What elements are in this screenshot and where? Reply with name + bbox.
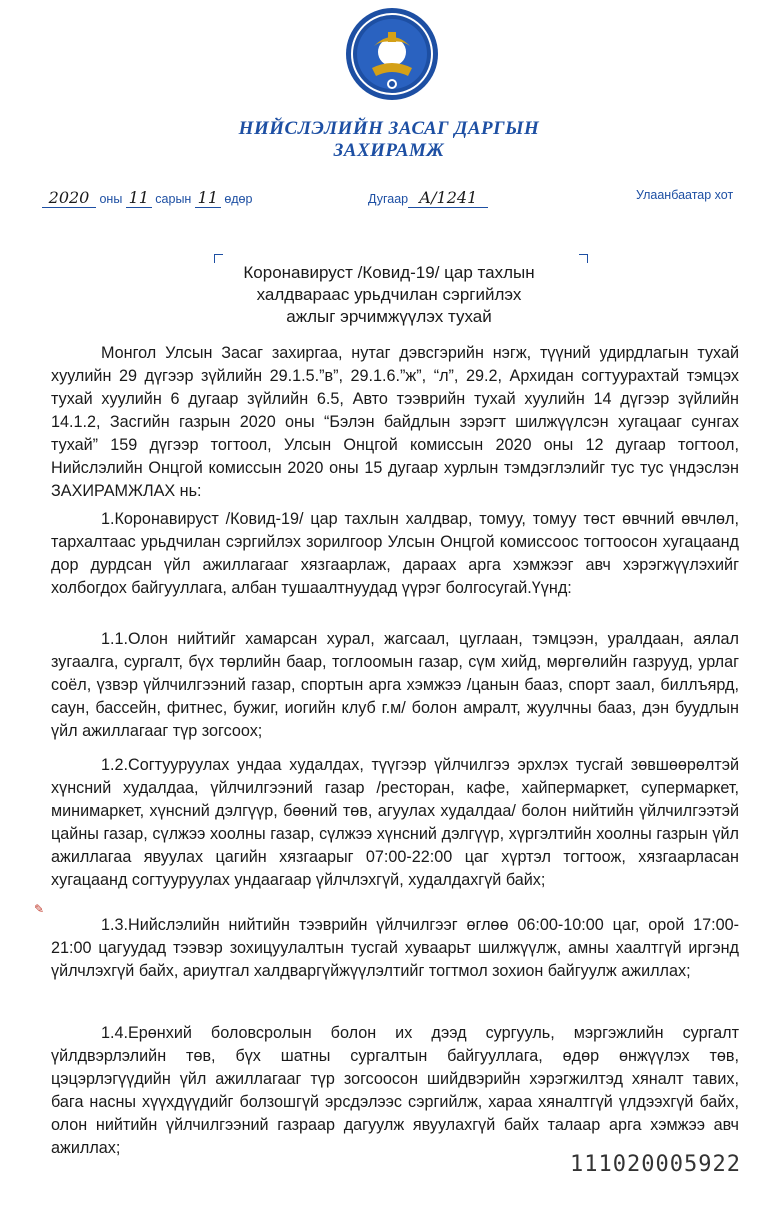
organization-name: НИЙСЛЭЛИЙН ЗАСАГ ДАРГЫН [238, 118, 540, 139]
date-month: 11 [126, 188, 152, 208]
subject-line: Коронавируст /Ковид-19/ цар тахлын [243, 263, 535, 282]
clause-1: 1.Коронавируст /Ковид-19/ цар тахлын халдвар, томуу, томуу төст өвчний өвчлөл, тархалтаас урьдчилан сэргийлэх зорилгоор Улсын Онцгой комиссоос тогтоосон хугацаанд дор дурдсан үйл ажиллагааг хязгаарлаж, дараах арга хэмжээг авч хэрэгжүүлэхийг холбогдох байгууллага, албан тушаалтнуудад үүрэг болгосугай.Үүнд: [51, 510, 739, 597]
year-label: оны [99, 192, 123, 206]
clause-1-1: 1.1.Олон нийтийг хамарсан хурал, жагсаал, цуглаан, тэмцээн, уралдаан, аялал зугаалга, сургалт, бүх төрлийн баар, тоглоомын газар, сүм хийд, мөргөлийн газрууд, урлаг соёл, үзвэр үйлчилгээний газар, спортын арга хэмжээ /цанын бааз, спорт заал, биллъярд, саун, бассейн, фитнес, бужиг, иогийн клуб г.м/ болон амралт, жуулчны бааз, дэн буудлын үйл ажиллагааг түр зогсоох; [51, 630, 739, 740]
number-line [368, 188, 488, 208]
date-day: 11 [195, 188, 221, 208]
clause-1-3: 1.3.Нийслэлийн нийтийн тээврийн үйлчилгээг өглөө 06:00-10:00 цаг, орой 17:00-21:00 цагуудад тээвэр зохицуулалтын тусгай хуваарьт шилжүүлж, амны хаалтгүй иргэнд үйлчлэхгүй байх, ариутгал халдваргүйжүүлэлтийг тогтмол зохион байгуулж ажиллах; [51, 916, 739, 980]
document-type-title: ЗАХИРАМЖ [333, 140, 445, 161]
month-label: сарын [155, 192, 192, 206]
subject-line: халдвараас урьдчилан сэргийлэх [256, 285, 522, 304]
date-line [42, 188, 252, 208]
city: Улаанбаатар хот [636, 188, 734, 202]
subject-line: ажлыг эрчимжүүлэх тухай [286, 307, 492, 326]
state-emblem-icon [344, 6, 440, 102]
day-label: өдөр [224, 192, 253, 206]
clause-1-4: 1.4.Ерөнхий боловсролын болон их дээд сургууль, мэргэжлийн сургалт үйлдвэрлэлийн төв, бүх шатны сургалтын байгууллага, өдөр өнжүүлэх төв, цэцэрлэгүүдийн үйл ажиллагааг түр зогсоосон шийдвэрийн хэрэгжилтэд хяналт тавих, бага насны хүүхдүүдийг болзошгүй эрсдэлээс сэргийлж, хараа хяналтгүй үлдээхгүй байх, олон нийтийн үйлчилгээний газраар дагуулж явуулахгүй байх талаар арга хэмжээ авч ажиллах; [51, 1024, 739, 1157]
number-label: Дугаар [368, 192, 409, 206]
date-year: 2020 [42, 188, 96, 208]
document-number: А/1241 [408, 188, 488, 208]
document-subject [0, 262, 778, 328]
margin-mark: ✎ [34, 902, 45, 916]
clause-1-2: 1.2.Согтууруулах ундаа худалдах, түүгээр үйлчилгээ эрхлэх тусгай зөвшөөрөлтэй хүнсний худалдаа, үйлчилгээний газар /ресторан, кафе, хайпермаркет, супермаркет, минимаркет, хүнсний дэлгүүр, бөөний төв, агуулах худалдаа/ болон нийтийн үйлчилгээтэй цайны газар, сүлжээ хоолны газар, сүлжээ хүнсний дэлгүүр, хүргэлтийн хоолны газрын үйл ажиллагаа явуулах цагийн хязгаарыг 07:00-22:00 цаг хүртэл тогтоож, хязгаарласан хугацаанд согтууруулах ундаагаар үйлчлэхгүй, худалдахгүй байх; [51, 756, 739, 889]
preamble-paragraph: Монгол Улсын Засаг захиргаа, нутаг дэвсгэрийн нэгж, түүний удирдлагын тухай хуулийн 29 дүгээр зүйлийн 29.1.5.”в”, 29.1.6.”ж”, “л”, 29.2, Архидан согтуурахтай тэмцэх тухай хуулийн 6 дугаар зүйлийн 6.5, Авто тээврийн тухай хуулийн 14 дүгээр зүйлийн 14.1.2, Засгийн газрын 2020 оны “Бэлэн байдлын зэрэгт шилжүүлсэн хугацааг сунгах тухай” 159 дүгээр тогтоол, Улсын Онцгой комиссын 2020 оны 12 дугаар тогтоол, Нийслэлийн Онцгой комиссын 2020 оны 15 дугаар хурлын тэмдэглэлийг тус тус үндэслэн ЗАХИРАМЖЛАХ нь: [51, 344, 739, 500]
document-serial-number: 111020005922 [570, 1152, 741, 1177]
